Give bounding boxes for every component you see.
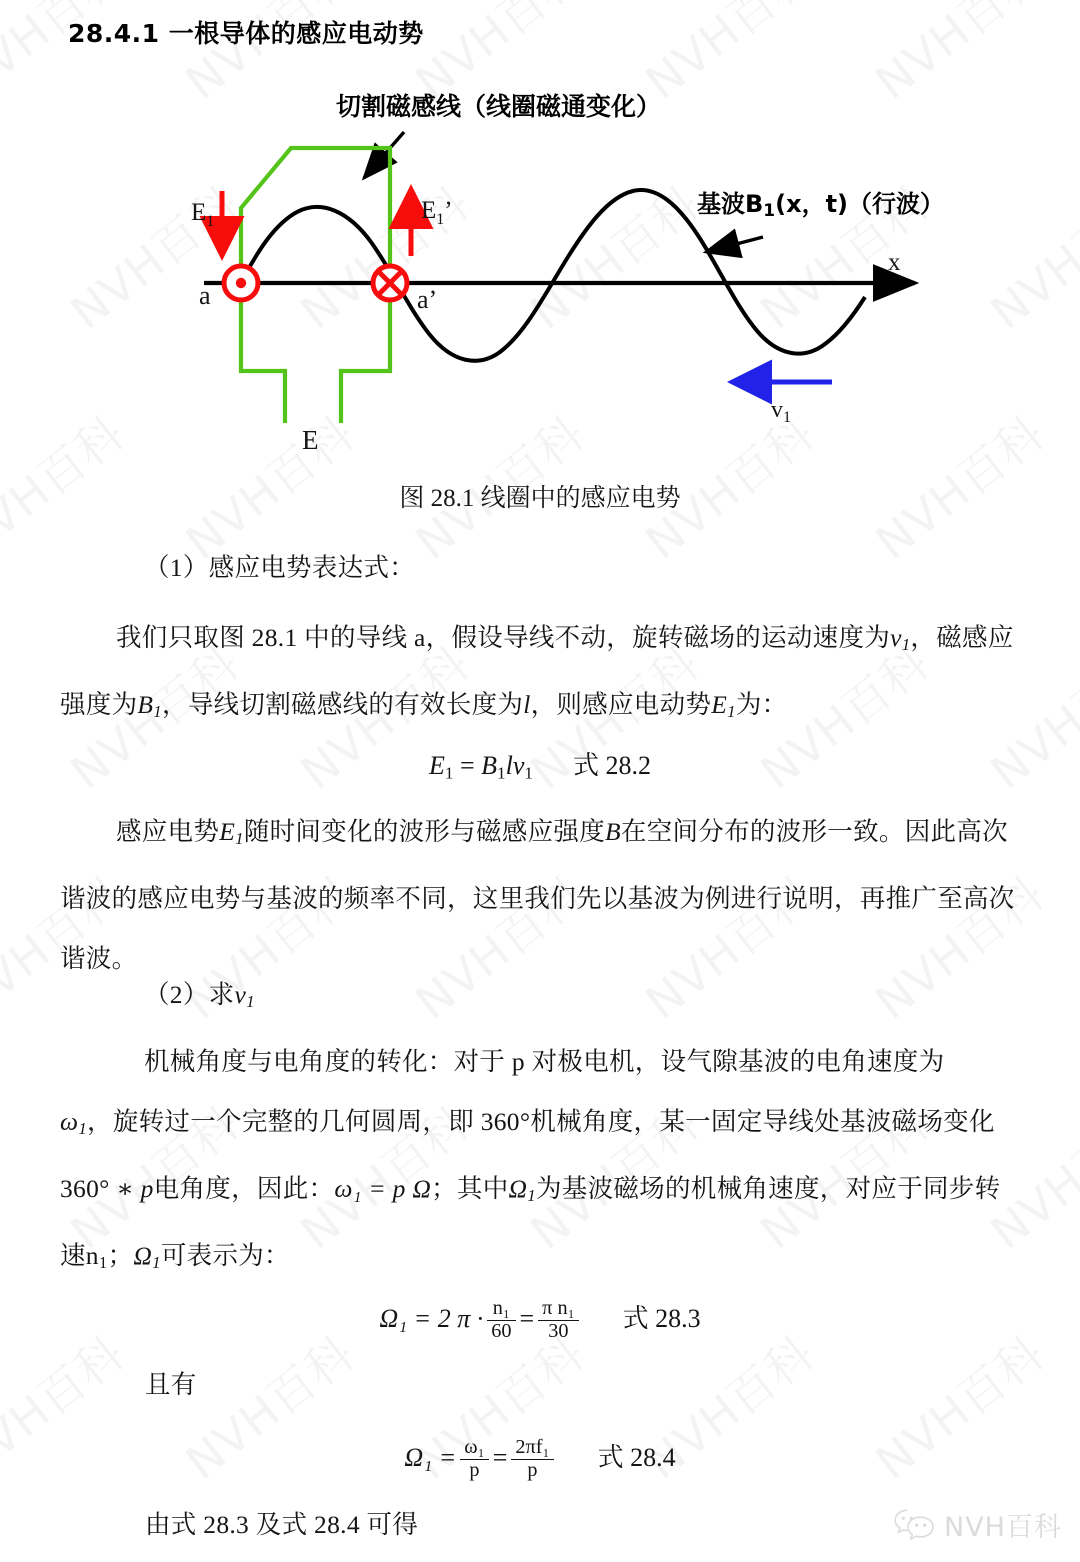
p5-line3-c: ；其中 — [431, 1174, 509, 1204]
p2-var-l: l — [523, 690, 531, 720]
eq28-4-frac2 — [511, 1437, 553, 1481]
conductor-label-a-prime: a’ — [417, 285, 438, 314]
wechat-icon — [893, 1508, 935, 1542]
p2-var-B1: $B_1$ — [137, 690, 163, 722]
p4-var-v1: $v_1$ — [234, 980, 255, 1012]
eq28-4-frac1-num: ω₁ — [464, 1436, 485, 1459]
paragraph-derive-from — [145, 1495, 945, 1555]
eq28-4-frac1-den: p — [460, 1459, 488, 1481]
annotation-leader-arrow — [364, 132, 404, 178]
p2-var-v1: $v_1$ — [890, 623, 911, 655]
paragraph-angle-conversion — [60, 1032, 1025, 1092]
watermark-text — [975, 1548, 1080, 1562]
p3-line3: 广至高次谐波。 — [60, 884, 1015, 974]
p5-inline-eq: ω₁ = p Ω — [334, 1174, 432, 1204]
p2-line2-d: 为： — [735, 690, 788, 720]
equation-28-3 — [0, 1298, 1080, 1343]
p5-line2-a: ，旋转过一个完整的几何圆周，即 360°机械角度，某一固定导线处基波磁场 — [87, 1107, 944, 1136]
p3-line1-c: 在空间分布的波形一致。因此 — [620, 817, 957, 846]
eq28-4-lhs: Ω₁ = — [404, 1443, 457, 1472]
footer-brand-label: NVH百科 — [944, 1512, 1062, 1543]
p2-line2-b: ，导线切割磁感线的有效长度为 — [162, 690, 524, 720]
equation-28-4-body — [404, 1438, 557, 1482]
p3-var-B: B — [605, 817, 621, 846]
eq28-4-frac2-num: 2πf₁ — [515, 1436, 550, 1459]
p5-var-omega1: $\omega_1$ — [60, 1107, 88, 1139]
figure-28-1 — [0, 60, 1080, 480]
p7-text: 由式 28.3 及式 28.4 可得 — [145, 1510, 419, 1539]
p5-var-Omega1: $\Omega_1$ — [508, 1174, 536, 1206]
p5-line3-a: 变化 360° ∗ — [60, 1107, 995, 1204]
p5-line4-c: 可表示为： — [160, 1241, 290, 1271]
eq28-4-frac2-den: p — [511, 1459, 553, 1481]
p5-var-Omega1b: $\Omega_1$ — [133, 1241, 161, 1273]
p5-sub-1: 1 — [98, 1253, 108, 1273]
page-title: 28.4.1 一根导体的感应电动势 — [68, 19, 424, 48]
paragraph-expression-heading — [60, 538, 1020, 598]
eq28-4-mid: = — [492, 1443, 508, 1472]
paragraph-assumptions — [60, 608, 1020, 742]
p3-line1-a: 感应电势 — [116, 817, 220, 846]
emf-label-E1: $E_1$ — [191, 199, 215, 230]
p5-line3-b: 电角度，因此： — [153, 1174, 335, 1204]
p3-line2: 高次谐波的感应电势与基波的频率不同，这里我们先以基波为例进行说明，再推 — [60, 817, 1008, 914]
eq28-3-frac2-den: 30 — [538, 1320, 579, 1342]
footer-brand-badge — [893, 1505, 1062, 1544]
conductor-marker-a-prime — [373, 266, 407, 300]
p2-line2-c: ，则感应电动势 — [530, 690, 712, 720]
p2-line1-b: ，磁 — [910, 623, 963, 652]
p2-line1-a: 我们只取图 28.1 中的导线 a，假设导线不动，旋转磁场的运动速度为 — [116, 623, 891, 652]
paragraph-solve-v1 — [60, 965, 1020, 1032]
coil-emf-label-E: E — [302, 425, 319, 455]
equation-28-2 — [0, 745, 1080, 783]
eq28-3-frac2-num: π n₁ — [542, 1297, 575, 1320]
p6-text: 且有 — [145, 1370, 197, 1399]
p5-line4-a: 于同步转速n — [60, 1174, 1001, 1271]
equation-28-3-tag: 式 28.3 — [622, 1304, 701, 1333]
eq28-3-lhs: Ω₁ = 2 π · — [379, 1304, 484, 1333]
p3-var-E1: $E_1$ — [219, 817, 244, 849]
coil-lower-left-path — [241, 344, 285, 423]
figure-annotation-top: 切割磁感线（线圈磁通变化） — [336, 92, 662, 121]
p2-var-E1: $E_1$ — [711, 690, 736, 722]
wave-leader-arrow — [706, 237, 763, 252]
conductor-marker-a — [224, 266, 258, 300]
paragraph-waveform — [60, 802, 1025, 989]
equation-28-2-body: $E_1 = B_1lv_1$ — [429, 751, 533, 783]
eq28-3-frac2 — [538, 1298, 579, 1342]
p1-text: （1）感应电势表达式： — [144, 553, 416, 582]
equation-28-3-body — [379, 1299, 582, 1343]
coil-loop — [241, 148, 390, 423]
p4-a: （2）求 — [144, 980, 235, 1009]
x-axis-label: x — [888, 249, 901, 276]
eq28-3-frac1-num: n₁ — [492, 1297, 510, 1320]
figure-caption: 图 28.1 线圈中的感应电势 — [399, 485, 681, 512]
equation-28-2-tag: 式 28.2 — [572, 751, 651, 780]
eq28-4-frac1 — [460, 1437, 488, 1481]
paragraph-and-also — [145, 1355, 945, 1415]
wave-label: 基波B1(x，t)（行波） — [697, 190, 945, 221]
p5-line4-b: ； — [107, 1241, 134, 1271]
eq28-3-frac1 — [487, 1298, 515, 1342]
p5-line1: 机械角度与电角度的转化：对于 p 对极电机，设气隙基波的电角速度为 — [144, 1047, 945, 1076]
eq28-3-frac1-den: 60 — [487, 1320, 515, 1342]
paragraph-angle-conversion-cont — [60, 1092, 1025, 1294]
p3-line1-b: 随时间变化的波形与磁感应强度 — [243, 817, 606, 846]
emf-label-E1-prime: $E_1$’ — [421, 197, 453, 228]
p5-var-p: p — [140, 1174, 154, 1204]
eq28-3-mid: = — [519, 1304, 535, 1333]
p5-line3-d: 为基波磁场的机械角速度，对应 — [535, 1174, 898, 1204]
coil-lower-right-path — [341, 344, 390, 423]
conductor-label-a: a — [199, 281, 211, 310]
p2-line2-a: 感应强度为 — [60, 623, 1014, 720]
equation-28-4-tag: 式 28.4 — [597, 1443, 676, 1472]
equation-28-4 — [0, 1437, 1080, 1482]
figure-svg — [0, 60, 1080, 480]
velocity-label-v1: $v_1$ — [771, 397, 791, 426]
